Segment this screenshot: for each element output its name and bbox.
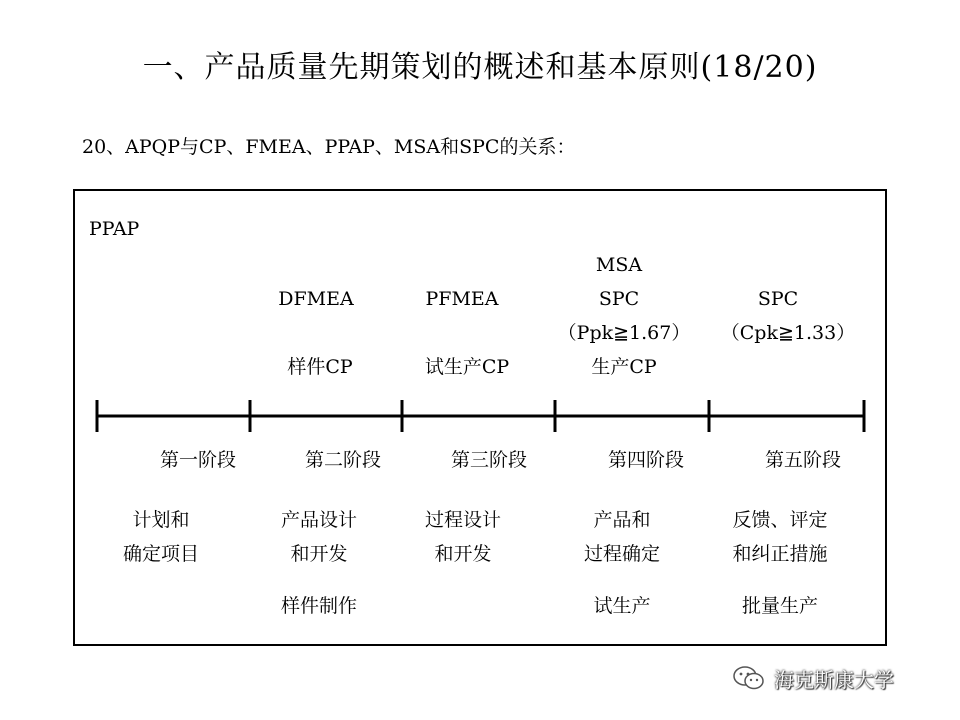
page-title: 一、产品质量先期策划的概述和基本原则(18/20) — [142, 50, 818, 85]
stage-1-desc-line1: 计划和 — [132, 509, 190, 531]
ppap-label: PPAP — [89, 218, 140, 240]
stage-4-desc-line1: 产品和 — [593, 509, 651, 531]
trial-cp-label: 试生产CP — [424, 356, 510, 378]
stage-4-desc-line3: 试生产 — [593, 595, 651, 617]
stage-5-desc-line1: 反馈、评定 — [732, 509, 828, 531]
sample-cp-label: 样件CP — [287, 356, 353, 378]
wechat-icon — [732, 665, 766, 691]
stage-2-desc-line2: 和开发 — [290, 543, 348, 565]
stage-5-desc-line3: 批量生产 — [741, 595, 819, 617]
stage-3-desc-line1: 过程设计 — [424, 509, 502, 531]
stage-1-name: 第一阶段 — [159, 449, 237, 471]
stage-3-name: 第三阶段 — [450, 449, 528, 471]
stage-5-name: 第五阶段 — [764, 449, 842, 471]
stage-3-desc-line2: 和开发 — [434, 543, 492, 565]
ppk-label: （Ppk≧1.67） — [557, 322, 691, 344]
section-heading: 20、APQP与CP、FMEA、PPAP、MSA和SPC的关系： — [82, 136, 576, 158]
stage-4-name: 第四阶段 — [607, 449, 685, 471]
msa-label: MSA — [595, 254, 643, 276]
stage-2-desc-line3: 样件制作 — [280, 595, 358, 617]
stage-2-name: 第二阶段 — [304, 449, 382, 471]
timeline — [95, 398, 867, 434]
dfmea-label: DFMEA — [278, 288, 354, 310]
stage-2-desc-line1: 产品设计 — [280, 509, 358, 531]
watermark — [732, 664, 894, 692]
stage-5-desc-line2: 和纠正措施 — [732, 543, 828, 565]
spc-stage5-label: SPC — [757, 288, 799, 310]
spc-stage4-label: SPC — [598, 288, 640, 310]
stage-1-desc-line2: 确定项目 — [122, 543, 200, 565]
stage-4-desc-line2: 过程确定 — [583, 543, 661, 565]
production-cp-label: 生产CP — [591, 356, 657, 378]
watermark-text: 海克斯康大学 — [774, 667, 894, 692]
pfmea-label: PFMEA — [425, 288, 499, 310]
cpk-label: （Cpk≧1.33） — [720, 322, 856, 344]
